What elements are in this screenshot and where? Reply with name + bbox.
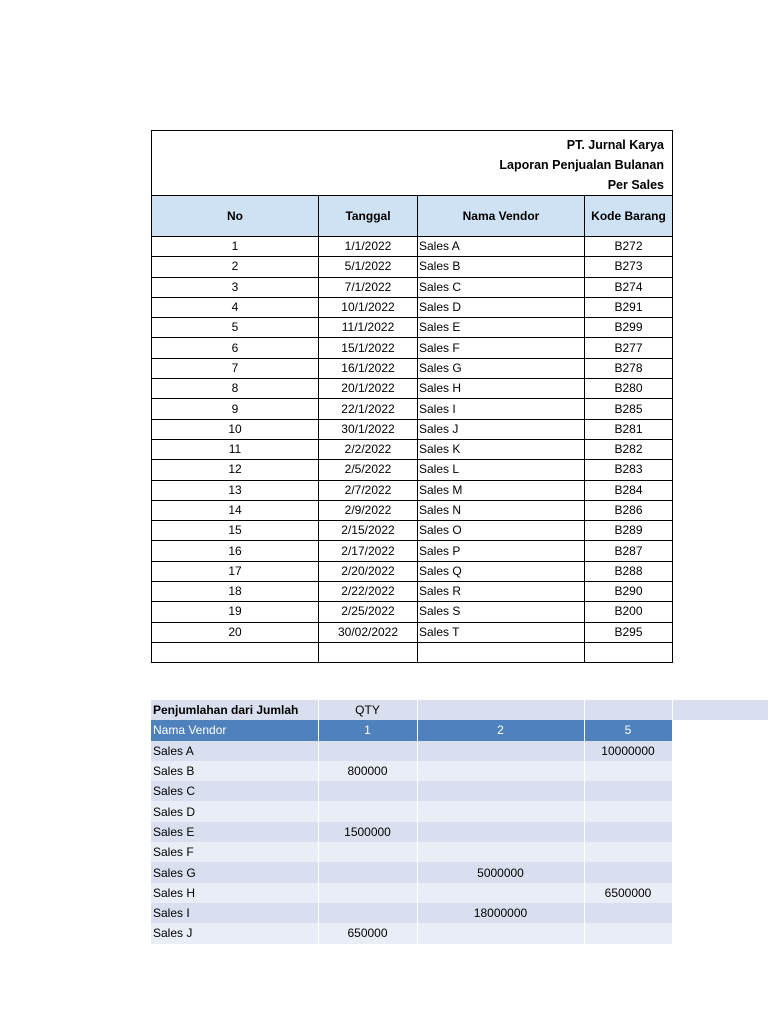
report-title-block bbox=[152, 131, 673, 196]
pivot-value-cell[interactable] bbox=[417, 781, 584, 801]
table-row bbox=[152, 521, 673, 541]
pivot-value-cell[interactable]: 6500000 bbox=[584, 883, 672, 903]
row-no[interactable]: 7 bbox=[152, 358, 319, 378]
table-row bbox=[152, 277, 673, 297]
row-kode[interactable]: B281 bbox=[585, 419, 673, 439]
pivot-value-cell[interactable] bbox=[318, 883, 417, 903]
row-vendor[interactable]: Sales M bbox=[418, 480, 585, 500]
table-row bbox=[152, 399, 673, 419]
pivot-row bbox=[151, 781, 672, 801]
pivot-row-label[interactable]: Sales C bbox=[151, 781, 318, 801]
row-tanggal[interactable]: 10/1/2022 bbox=[319, 297, 418, 317]
table-row bbox=[152, 358, 673, 378]
pivot-row bbox=[151, 741, 672, 761]
row-no[interactable]: 4 bbox=[152, 297, 319, 317]
pivot-row bbox=[151, 883, 672, 903]
pivot-row-label[interactable]: Sales J bbox=[151, 923, 318, 943]
row-vendor[interactable]: Sales P bbox=[418, 541, 585, 561]
pivot-value-cell[interactable] bbox=[417, 741, 584, 761]
row-no[interactable]: 16 bbox=[152, 541, 319, 561]
row-tanggal[interactable]: 30/1/2022 bbox=[319, 419, 418, 439]
pivot-table bbox=[151, 700, 672, 944]
row-vendor[interactable]: Sales F bbox=[418, 338, 585, 358]
pivot-value-cell[interactable] bbox=[584, 842, 672, 862]
row-no[interactable]: 14 bbox=[152, 500, 319, 520]
row-tanggal[interactable]: 7/1/2022 bbox=[319, 277, 418, 297]
table-row bbox=[152, 561, 673, 581]
pivot-value-cell[interactable] bbox=[584, 761, 672, 781]
row-vendor[interactable]: Sales S bbox=[418, 602, 585, 622]
table-row bbox=[152, 338, 673, 358]
row-no[interactable]: 20 bbox=[152, 622, 319, 642]
row-tanggal[interactable]: 2/5/2022 bbox=[319, 460, 418, 480]
pivot-row-label[interactable]: Sales H bbox=[151, 883, 318, 903]
pivot-header-blank bbox=[417, 700, 584, 720]
row-tanggal[interactable]: 2/2/2022 bbox=[319, 439, 418, 459]
row-kode[interactable]: B278 bbox=[585, 358, 673, 378]
table-row bbox=[152, 379, 673, 399]
table-row bbox=[152, 500, 673, 520]
pivot-row bbox=[151, 862, 672, 882]
row-tanggal[interactable]: 20/1/2022 bbox=[319, 379, 418, 399]
row-no[interactable]: 1 bbox=[152, 237, 319, 257]
report-header-row bbox=[152, 196, 673, 237]
row-kode[interactable]: B272 bbox=[585, 237, 673, 257]
row-vendor[interactable]: Sales O bbox=[418, 521, 585, 541]
row-no[interactable]: 18 bbox=[152, 582, 319, 602]
table-row bbox=[152, 460, 673, 480]
table-row bbox=[152, 419, 673, 439]
row-tanggal[interactable]: 2/25/2022 bbox=[319, 602, 418, 622]
row-tanggal[interactable]: 30/02/2022 bbox=[319, 622, 418, 642]
empty-cell[interactable] bbox=[152, 642, 319, 662]
row-vendor[interactable]: Sales Q bbox=[418, 561, 585, 581]
pivot-row bbox=[151, 923, 672, 943]
empty-row bbox=[152, 642, 673, 662]
company-name: PT. Jurnal Karya bbox=[566, 138, 664, 152]
row-kode[interactable]: B288 bbox=[585, 561, 673, 581]
row-tanggal[interactable]: 22/1/2022 bbox=[319, 399, 418, 419]
row-vendor[interactable]: Sales N bbox=[418, 500, 585, 520]
row-vendor[interactable]: Sales L bbox=[418, 460, 585, 480]
row-kode[interactable]: B274 bbox=[585, 277, 673, 297]
pivot-value-cell[interactable]: 1500000 bbox=[318, 822, 417, 842]
table-row bbox=[152, 318, 673, 338]
row-kode[interactable]: B285 bbox=[585, 399, 673, 419]
pivot-value-cell[interactable]: 10000000 bbox=[584, 741, 672, 761]
pivot-row-label[interactable]: Sales D bbox=[151, 801, 318, 821]
pivot-value-cell[interactable] bbox=[318, 741, 417, 761]
pivot-column-field[interactable]: QTY bbox=[318, 700, 417, 720]
pivot-row bbox=[151, 842, 672, 862]
row-kode[interactable]: B295 bbox=[585, 622, 673, 642]
pivot-column-header-row bbox=[151, 720, 672, 740]
pivot-row-label[interactable]: Sales F bbox=[151, 842, 318, 862]
row-kode[interactable]: B287 bbox=[585, 541, 673, 561]
row-kode[interactable]: B291 bbox=[585, 297, 673, 317]
pivot-value-cell[interactable]: 800000 bbox=[318, 761, 417, 781]
pivot-row bbox=[151, 903, 672, 923]
pivot-header-blank bbox=[584, 700, 672, 720]
row-kode[interactable]: B289 bbox=[585, 521, 673, 541]
row-tanggal[interactable]: 2/22/2022 bbox=[319, 582, 418, 602]
row-vendor[interactable]: Sales D bbox=[418, 297, 585, 317]
empty-cell[interactable] bbox=[585, 642, 673, 662]
row-kode[interactable]: B299 bbox=[585, 318, 673, 338]
header-tanggal[interactable]: Tanggal bbox=[319, 196, 418, 237]
row-vendor[interactable]: Sales A bbox=[418, 237, 585, 257]
row-no[interactable]: 9 bbox=[152, 399, 319, 419]
row-kode[interactable]: B200 bbox=[585, 602, 673, 622]
row-no[interactable]: 12 bbox=[152, 460, 319, 480]
pivot-value-cell[interactable] bbox=[318, 842, 417, 862]
pivot-value-cell[interactable] bbox=[584, 903, 672, 923]
row-tanggal[interactable]: 5/1/2022 bbox=[319, 257, 418, 277]
pivot-value-cell[interactable] bbox=[318, 903, 417, 923]
pivot-value-cell[interactable] bbox=[584, 862, 672, 882]
pivot-value-cell[interactable] bbox=[318, 862, 417, 882]
row-tanggal[interactable]: 2/20/2022 bbox=[319, 561, 418, 581]
row-tanggal[interactable]: 15/1/2022 bbox=[319, 338, 418, 358]
row-tanggal[interactable]: 2/9/2022 bbox=[319, 500, 418, 520]
row-no[interactable]: 19 bbox=[152, 602, 319, 622]
pivot-value-cell[interactable] bbox=[318, 801, 417, 821]
pivot-header-extension bbox=[672, 700, 768, 720]
pivot-value-cell[interactable] bbox=[417, 801, 584, 821]
pivot-row bbox=[151, 761, 672, 781]
row-vendor[interactable]: Sales R bbox=[418, 582, 585, 602]
table-row bbox=[152, 582, 673, 602]
row-no[interactable]: 10 bbox=[152, 419, 319, 439]
pivot-value-cell[interactable] bbox=[584, 923, 672, 943]
row-kode[interactable]: B283 bbox=[585, 460, 673, 480]
pivot-column-5[interactable]: 5 bbox=[584, 720, 672, 740]
pivot-row-label[interactable]: Sales B bbox=[151, 761, 318, 781]
row-kode[interactable]: B277 bbox=[585, 338, 673, 358]
row-tanggal[interactable]: 2/17/2022 bbox=[319, 541, 418, 561]
pivot-value-cell[interactable] bbox=[318, 781, 417, 801]
table-row bbox=[152, 237, 673, 257]
row-tanggal[interactable]: 16/1/2022 bbox=[319, 358, 418, 378]
row-tanggal[interactable]: 11/1/2022 bbox=[319, 318, 418, 338]
table-row bbox=[152, 622, 673, 642]
row-kode[interactable]: B280 bbox=[585, 379, 673, 399]
row-vendor[interactable]: Sales J bbox=[418, 419, 585, 439]
row-no[interactable]: 8 bbox=[152, 379, 319, 399]
row-kode[interactable]: B284 bbox=[585, 480, 673, 500]
pivot-value-cell[interactable] bbox=[417, 761, 584, 781]
report-title: Laporan Penjualan Bulanan bbox=[499, 158, 664, 172]
pivot-row-label[interactable]: Sales A bbox=[151, 741, 318, 761]
row-kode[interactable]: B286 bbox=[585, 500, 673, 520]
table-row bbox=[152, 541, 673, 561]
pivot-value-cell[interactable] bbox=[417, 883, 584, 903]
row-no[interactable]: 15 bbox=[152, 521, 319, 541]
row-tanggal[interactable]: 2/7/2022 bbox=[319, 480, 418, 500]
row-no[interactable]: 6 bbox=[152, 338, 319, 358]
row-vendor[interactable]: Sales K bbox=[418, 439, 585, 459]
pivot-value-cell[interactable] bbox=[584, 801, 672, 821]
row-vendor[interactable]: Sales C bbox=[418, 277, 585, 297]
row-vendor[interactable]: Sales H bbox=[418, 379, 585, 399]
row-vendor[interactable]: Sales B bbox=[418, 257, 585, 277]
pivot-value-cell[interactable]: 650000 bbox=[318, 923, 417, 943]
header-nama-vendor[interactable]: Nama Vendor bbox=[418, 196, 585, 237]
row-tanggal[interactable]: 1/1/2022 bbox=[319, 237, 418, 257]
pivot-value-label[interactable]: Penjumlahan dari Jumlah bbox=[151, 700, 318, 720]
table-row bbox=[152, 257, 673, 277]
table-row bbox=[152, 480, 673, 500]
report-subtitle: Per Sales bbox=[607, 178, 664, 192]
pivot-row-label[interactable]: Sales G bbox=[151, 862, 318, 882]
row-vendor[interactable]: Sales I bbox=[418, 399, 585, 419]
sales-report-table bbox=[151, 130, 672, 663]
pivot-value-cell[interactable]: 18000000 bbox=[417, 903, 584, 923]
pivot-header-row bbox=[151, 700, 672, 720]
pivot-column-1[interactable]: 1 bbox=[318, 720, 417, 740]
header-no[interactable]: No bbox=[152, 196, 319, 237]
row-vendor[interactable]: Sales G bbox=[418, 358, 585, 378]
pivot-value-cell[interactable]: 5000000 bbox=[417, 862, 584, 882]
pivot-value-cell[interactable] bbox=[417, 842, 584, 862]
pivot-row-field[interactable]: Nama Vendor bbox=[151, 720, 318, 740]
empty-cell[interactable] bbox=[418, 642, 585, 662]
row-no[interactable]: 13 bbox=[152, 480, 319, 500]
pivot-row bbox=[151, 822, 672, 842]
table-row bbox=[152, 602, 673, 622]
pivot-row bbox=[151, 801, 672, 821]
row-kode[interactable]: B273 bbox=[585, 257, 673, 277]
pivot-value-cell[interactable] bbox=[417, 923, 584, 943]
pivot-row-label[interactable]: Sales I bbox=[151, 903, 318, 923]
row-no[interactable]: 17 bbox=[152, 561, 319, 581]
header-kode-barang[interactable]: Kode Barang bbox=[585, 196, 673, 237]
row-kode[interactable]: B290 bbox=[585, 582, 673, 602]
row-vendor[interactable]: Sales E bbox=[418, 318, 585, 338]
table-row bbox=[152, 439, 673, 459]
row-no[interactable]: 3 bbox=[152, 277, 319, 297]
pivot-value-cell[interactable] bbox=[417, 822, 584, 842]
row-no[interactable]: 5 bbox=[152, 318, 319, 338]
row-tanggal[interactable]: 2/15/2022 bbox=[319, 521, 418, 541]
pivot-value-cell[interactable] bbox=[584, 822, 672, 842]
row-no[interactable]: 2 bbox=[152, 257, 319, 277]
pivot-column-2[interactable]: 2 bbox=[417, 720, 584, 740]
empty-cell[interactable] bbox=[319, 642, 418, 662]
row-vendor[interactable]: Sales T bbox=[418, 622, 585, 642]
pivot-value-cell[interactable] bbox=[584, 781, 672, 801]
pivot-row-label[interactable]: Sales E bbox=[151, 822, 318, 842]
row-no[interactable]: 11 bbox=[152, 439, 319, 459]
row-kode[interactable]: B282 bbox=[585, 439, 673, 459]
table-row bbox=[152, 297, 673, 317]
